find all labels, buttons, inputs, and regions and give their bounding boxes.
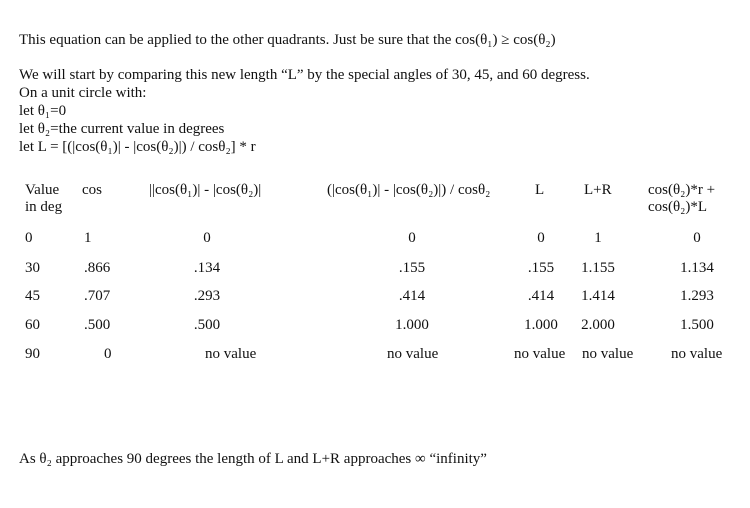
cell-cos-sum: no value (671, 346, 723, 362)
cell-L: 0 (537, 230, 545, 246)
intro-text: This equation can be applied to the other quadrants. Just be sure that the cos(θ₁) ≥ cos(θ₂) (19, 32, 556, 48)
cell-value: 0 (25, 230, 33, 246)
cell-diff: .500 (193, 317, 221, 333)
conclusion-text: As θ₂ approaches 90 degrees the length of L and L+R approaches ∞ “infinity” (19, 451, 487, 467)
cell-value: 30 (25, 260, 40, 276)
cell-L: .155 (527, 260, 555, 276)
cell-diff: .134 (193, 260, 221, 276)
cell-ratio: .414 (398, 288, 426, 304)
header-cos-sum-line1: cos(θ₂)*r + (648, 182, 716, 198)
cell-LR: 1.155 (581, 260, 615, 276)
header-cos-sum (648, 182, 715, 216)
cell-LR: no value (582, 346, 634, 362)
paragraph-line-1: We will start by comparing this new length “L” by the special angles of 30, 45, and 60 degress. (19, 67, 590, 83)
cell-value: 45 (25, 288, 40, 304)
header-LR: L+R (584, 182, 612, 198)
header-L: L (535, 182, 545, 198)
cell-cos: 1 (84, 230, 92, 246)
cell-cos: .500 (84, 317, 111, 333)
header-diff: ||cos(θ₁)| - |cos(θ₂)| (149, 182, 262, 198)
header-value-line2: in deg (25, 199, 63, 215)
cell-LR: 1 (594, 230, 602, 246)
cell-cos: 0 (104, 346, 112, 362)
paragraph-line-2: On a unit circle with: (19, 85, 147, 101)
cell-cos-sum: 1.134 (680, 260, 714, 276)
cell-ratio: no value (387, 346, 439, 362)
cell-ratio: .155 (398, 260, 426, 276)
cell-value: 90 (25, 346, 40, 362)
cell-L: .414 (527, 288, 555, 304)
cell-diff: no value (205, 346, 257, 362)
header-ratio: (|cos(θ₁)| - |cos(θ₂)|) / cosθ₂ (327, 182, 491, 198)
cell-diff: 0 (203, 230, 211, 246)
cell-ratio: 1.000 (395, 317, 429, 333)
cell-LR: 1.414 (581, 288, 615, 304)
header-value-line1: Value (25, 182, 60, 198)
paragraph-line-4: let θ₂=the current value in degrees (19, 121, 225, 137)
cell-cos-sum: 0 (693, 230, 701, 246)
header-cos: cos (82, 182, 102, 198)
cell-L: 1.000 (524, 317, 558, 333)
header-value (25, 182, 62, 216)
cell-cos-sum: 1.500 (680, 317, 714, 333)
cell-ratio: 0 (408, 230, 416, 246)
cell-L: no value (514, 346, 566, 362)
paragraph-line-3: let θ₁=0 (19, 103, 67, 119)
header-cos-sum-line2: cos(θ₂)*L (648, 199, 708, 215)
cell-LR: 2.000 (581, 317, 615, 333)
cell-diff: .293 (193, 288, 221, 304)
cell-cos-sum: 1.293 (680, 288, 714, 304)
paragraph-line-5: let L = [(|cos(θ₁)| - |cos(θ₂)|) / cosθ₂] * r (19, 139, 256, 155)
cell-cos: .707 (84, 288, 111, 304)
cell-cos: .866 (84, 260, 111, 276)
cell-value: 60 (25, 317, 40, 333)
